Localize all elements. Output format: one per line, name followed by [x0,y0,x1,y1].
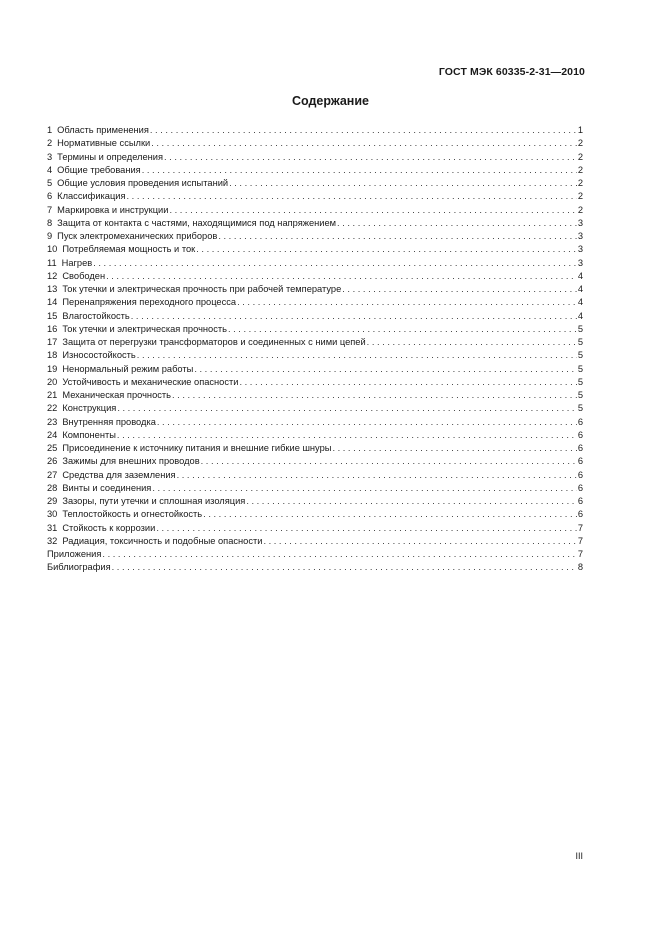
toc-dot-leader [102,548,576,561]
toc-entry-label [47,363,193,376]
toc-dot-leader [194,363,577,376]
toc-entry-label [47,548,101,561]
toc-entry[interactable] [47,548,583,561]
toc-entry-number: 11 [47,257,57,268]
toc-entry-page: 6 [577,469,583,480]
toc-dot-leader [196,243,577,256]
toc-entry[interactable] [47,336,583,349]
toc-entry-page: 5 [577,376,583,387]
toc-entry-text: Общие условия проведения испытаний [57,178,229,188]
toc-dot-leader [218,230,576,243]
toc-entry-page: 5 [577,350,583,361]
toc-entry-number: 15 [47,310,58,321]
toc-entry-text: Ток утечки и электрическая прочность при рабочей температуре [62,284,342,294]
toc-entry-page: 8 [577,562,583,573]
toc-dot-leader [117,402,577,415]
toc-dot-leader [332,442,576,455]
toc-entry-number: 12 [47,270,58,281]
toc-entry-label [47,349,136,362]
toc-entry-label [47,124,149,137]
toc-entry-number: 4 [47,164,53,175]
toc-entry-label [47,508,202,521]
toc-entry-text: Нормативные ссылки [57,138,151,149]
toc-entry[interactable] [47,204,583,217]
toc-entry[interactable] [47,535,583,548]
toc-entry-number: 13 [47,284,58,294]
toc-entry-label [47,389,171,402]
toc-entry[interactable] [47,257,583,270]
toc-entry[interactable] [47,442,583,455]
toc-entry-number: 7 [47,204,53,215]
toc-entry-label [47,190,126,203]
toc-entry-text: Присоединение к источнику питания и внешние гибкие шнуры [62,443,332,453]
toc-dot-leader [137,349,577,362]
page-title: Содержание [291,94,369,108]
toc-entry-text: Конструкция [62,403,117,414]
toc-entry[interactable] [47,164,583,177]
toc-entry-page: 6 [577,456,583,467]
toc-entry-number: 31 [47,522,58,533]
toc-entry[interactable] [47,323,583,336]
toc-entry-page: 2 [577,151,583,162]
toc-dot-leader [169,204,576,217]
toc-dot-leader [152,482,576,495]
toc-entry-number: 19 [47,363,58,374]
toc-entry-number: 24 [47,429,58,440]
toc-entry-label [47,429,116,442]
toc-entry-number: 23 [47,416,58,427]
toc-dot-leader [151,137,577,150]
toc-dot-leader [157,416,577,429]
toc-entry[interactable] [47,416,583,429]
toc-entry-number: 30 [47,509,58,520]
toc-entry[interactable] [47,349,583,362]
toc-entry-number: 10 [47,244,58,255]
toc-entry-text: Влагостойкость [62,310,130,321]
toc-entry-number: 3 [47,151,53,162]
toc-entry-page: 6 [577,416,583,427]
toc-entry[interactable] [47,230,583,243]
toc-entry[interactable] [47,389,583,402]
toc-entry-label [47,270,105,283]
toc-entry-text: Библиография [47,562,111,573]
toc-entry-page: 7 [577,522,583,533]
toc-dot-leader [172,389,577,402]
toc-entry-text: Термины и определения [57,151,164,162]
toc-entry[interactable] [47,310,583,323]
toc-entry-number: 21 [47,390,58,400]
toc-entry-number: 22 [47,403,58,414]
toc-entry[interactable] [47,124,583,137]
toc-entry-label [47,296,236,309]
toc-entry-text: Пуск электромеханических приборов [57,231,218,241]
toc-entry-number: 5 [47,178,53,188]
toc-entry-label [47,137,150,150]
toc-dot-leader [117,429,577,442]
toc-dot-leader [164,151,577,164]
toc-entry[interactable] [47,151,583,164]
toc-entry-number: 8 [47,217,53,228]
toc-dot-leader [127,190,577,203]
toc-dot-leader [228,323,577,336]
toc-entry-text: Теплостойкость и огнестойкость [62,509,203,520]
toc-entry[interactable] [47,469,583,482]
toc-entry-number: 27 [47,469,58,480]
toc-entry-label [47,402,116,415]
toc-entry-label [47,151,163,164]
toc-dot-leader [229,177,577,190]
toc-dot-leader [156,522,577,535]
toc-entry-label [47,495,245,508]
toc-entry-page: 4 [577,310,583,321]
toc-entry-page: 1 [577,125,583,135]
toc-entry-text: Приложения [47,549,102,559]
toc-entry-page: 5 [577,337,583,347]
toc-entry-text: Классификация [57,191,126,202]
toc-dot-leader [93,257,577,270]
toc-entry-page: 5 [577,403,583,414]
toc-entry-page: 6 [577,482,583,493]
toc-dot-leader [112,561,577,574]
toc-entry-page: 6 [577,496,583,506]
toc-entry-page: 2 [577,178,583,188]
toc-entry-text: Винты и соединения [62,482,152,493]
toc-entry-page: 4 [577,270,583,281]
table-of-contents [47,124,583,575]
toc-dot-leader [239,376,576,389]
toc-entry-number: 16 [47,323,58,334]
toc-entry-number: 20 [47,376,58,387]
toc-entry-page: 5 [577,390,583,400]
toc-entry-number: 17 [47,337,58,347]
toc-entry-page: 6 [577,509,583,520]
toc-dot-leader [263,535,576,548]
toc-entry-page: 7 [577,535,583,546]
toc-entry[interactable] [47,508,583,521]
toc-entry-text: Зажимы для внешних проводов [62,456,200,467]
toc-entry-text: Внутренняя проводка [62,416,156,427]
toc-entry[interactable] [47,270,583,283]
toc-entry-page: 4 [577,297,583,308]
toc-entry-label [47,416,156,429]
toc-entry-page: 3 [577,217,583,228]
toc-dot-leader [142,164,577,177]
toc-entry-label [47,442,331,455]
toc-entry-text: Радиация, токсичность и подобные опасности [62,535,263,546]
toc-entry-text: Компоненты [62,429,116,440]
document-code: ГОСТ МЭК 60335-2-31—2010 [438,66,585,78]
toc-entry-page: 3 [577,231,583,241]
toc-entry[interactable] [47,363,583,376]
toc-entry-page: 2 [577,164,583,175]
toc-entry-label [47,522,155,535]
toc-entry-label [47,283,341,296]
toc-entry[interactable] [47,137,583,150]
toc-entry-number: 6 [47,191,53,202]
toc-entry-text: Свободен [62,270,106,281]
toc-dot-leader [246,495,577,508]
toc-entry-page: 2 [577,138,583,149]
toc-entry-label [47,455,200,468]
toc-entry[interactable] [47,283,583,296]
toc-entry[interactable] [47,296,583,309]
toc-entry-text: Нагрев [61,257,93,268]
toc-entry-number: 25 [47,443,58,453]
toc-entry-label [47,164,141,177]
toc-entry-label [47,230,217,243]
toc-entry-text: Механическая прочность [62,390,171,400]
toc-entry-label [47,376,238,389]
toc-dot-leader [177,469,577,482]
toc-entry[interactable] [47,402,583,415]
toc-entry-label [47,561,111,574]
toc-entry-label [47,257,92,270]
toc-dot-leader [201,455,577,468]
toc-entry-page: 4 [577,284,583,294]
toc-entry-text: Общие требования [57,164,141,175]
toc-entry-label [47,243,195,256]
toc-entry-page: 5 [577,323,583,334]
toc-entry-number: 2 [47,138,53,149]
toc-entry-label [47,177,228,190]
toc-entry-label [47,336,366,349]
toc-dot-leader [342,283,577,296]
toc-entry-text: Защита от контакта с частями, находящимися под напряжением [57,217,337,228]
toc-entry[interactable] [47,561,583,574]
toc-entry-number: 32 [47,535,58,546]
toc-entry[interactable] [47,495,583,508]
toc-dot-leader [337,217,577,230]
toc-entry-text: Защита от перегрузки трансформаторов и соединенных с ними цепей [62,337,366,347]
toc-entry-label [47,535,262,548]
toc-entry[interactable] [47,217,583,230]
page-number: III [575,851,583,861]
toc-entry-text: Область применения [57,125,149,135]
toc-entry-text: Перенапряжения переходного процесса [62,297,237,308]
toc-dot-leader [367,336,577,349]
toc-dot-leader [237,296,577,309]
toc-entry-text: Стойкость к коррозии [62,522,156,533]
toc-entry-page: 3 [577,244,583,255]
toc-entry-page: 2 [577,191,583,202]
toc-entry-page: 6 [577,429,583,440]
toc-entry-text: Ненормальный режим работы [62,363,194,374]
toc-entry-number: 28 [47,482,58,493]
toc-entry-number: 1 [47,125,53,135]
toc-entry[interactable] [47,522,583,535]
toc-entry-text: Ток утечки и электрическая прочность [62,323,227,334]
toc-entry-text: Средства для заземления [62,469,176,480]
toc-entry-page: 3 [577,257,583,268]
toc-entry-text: Износостойкость [62,350,136,361]
toc-entry-page: 6 [577,443,583,453]
toc-entry[interactable] [47,376,583,389]
toc-entry-number: 29 [47,496,58,506]
toc-dot-leader [150,124,577,137]
toc-entry-page: 2 [577,204,583,215]
toc-entry-number: 26 [47,456,58,467]
toc-entry-text: Маркировка и инструкции [57,204,169,215]
toc-entry-number: 14 [47,297,58,308]
toc-entry-page: 5 [577,363,583,374]
toc-entry-text: Устойчивость и механические опасности [62,376,239,387]
toc-dot-leader [106,270,577,283]
toc-entry[interactable] [47,482,583,495]
toc-entry-text: Потребляемая мощность и ток [62,244,196,255]
toc-dot-leader [131,310,577,323]
toc-entry-label [47,482,151,495]
toc-entry[interactable] [47,243,583,256]
toc-entry-text: Зазоры, пути утечки и сплошная изоляция [62,496,246,506]
toc-entry[interactable] [47,190,583,203]
toc-dot-leader [203,508,577,521]
toc-entry[interactable] [47,177,583,190]
toc-entry[interactable] [47,455,583,468]
toc-entry-number: 9 [47,231,53,241]
toc-entry-label [47,217,336,230]
toc-entry-page: 7 [577,549,583,559]
toc-entry-label [47,323,227,336]
toc-entry-number: 18 [47,350,58,361]
toc-entry-label [47,469,176,482]
toc-entry[interactable] [47,429,583,442]
toc-entry-label [47,204,168,217]
toc-entry-label [47,310,130,323]
